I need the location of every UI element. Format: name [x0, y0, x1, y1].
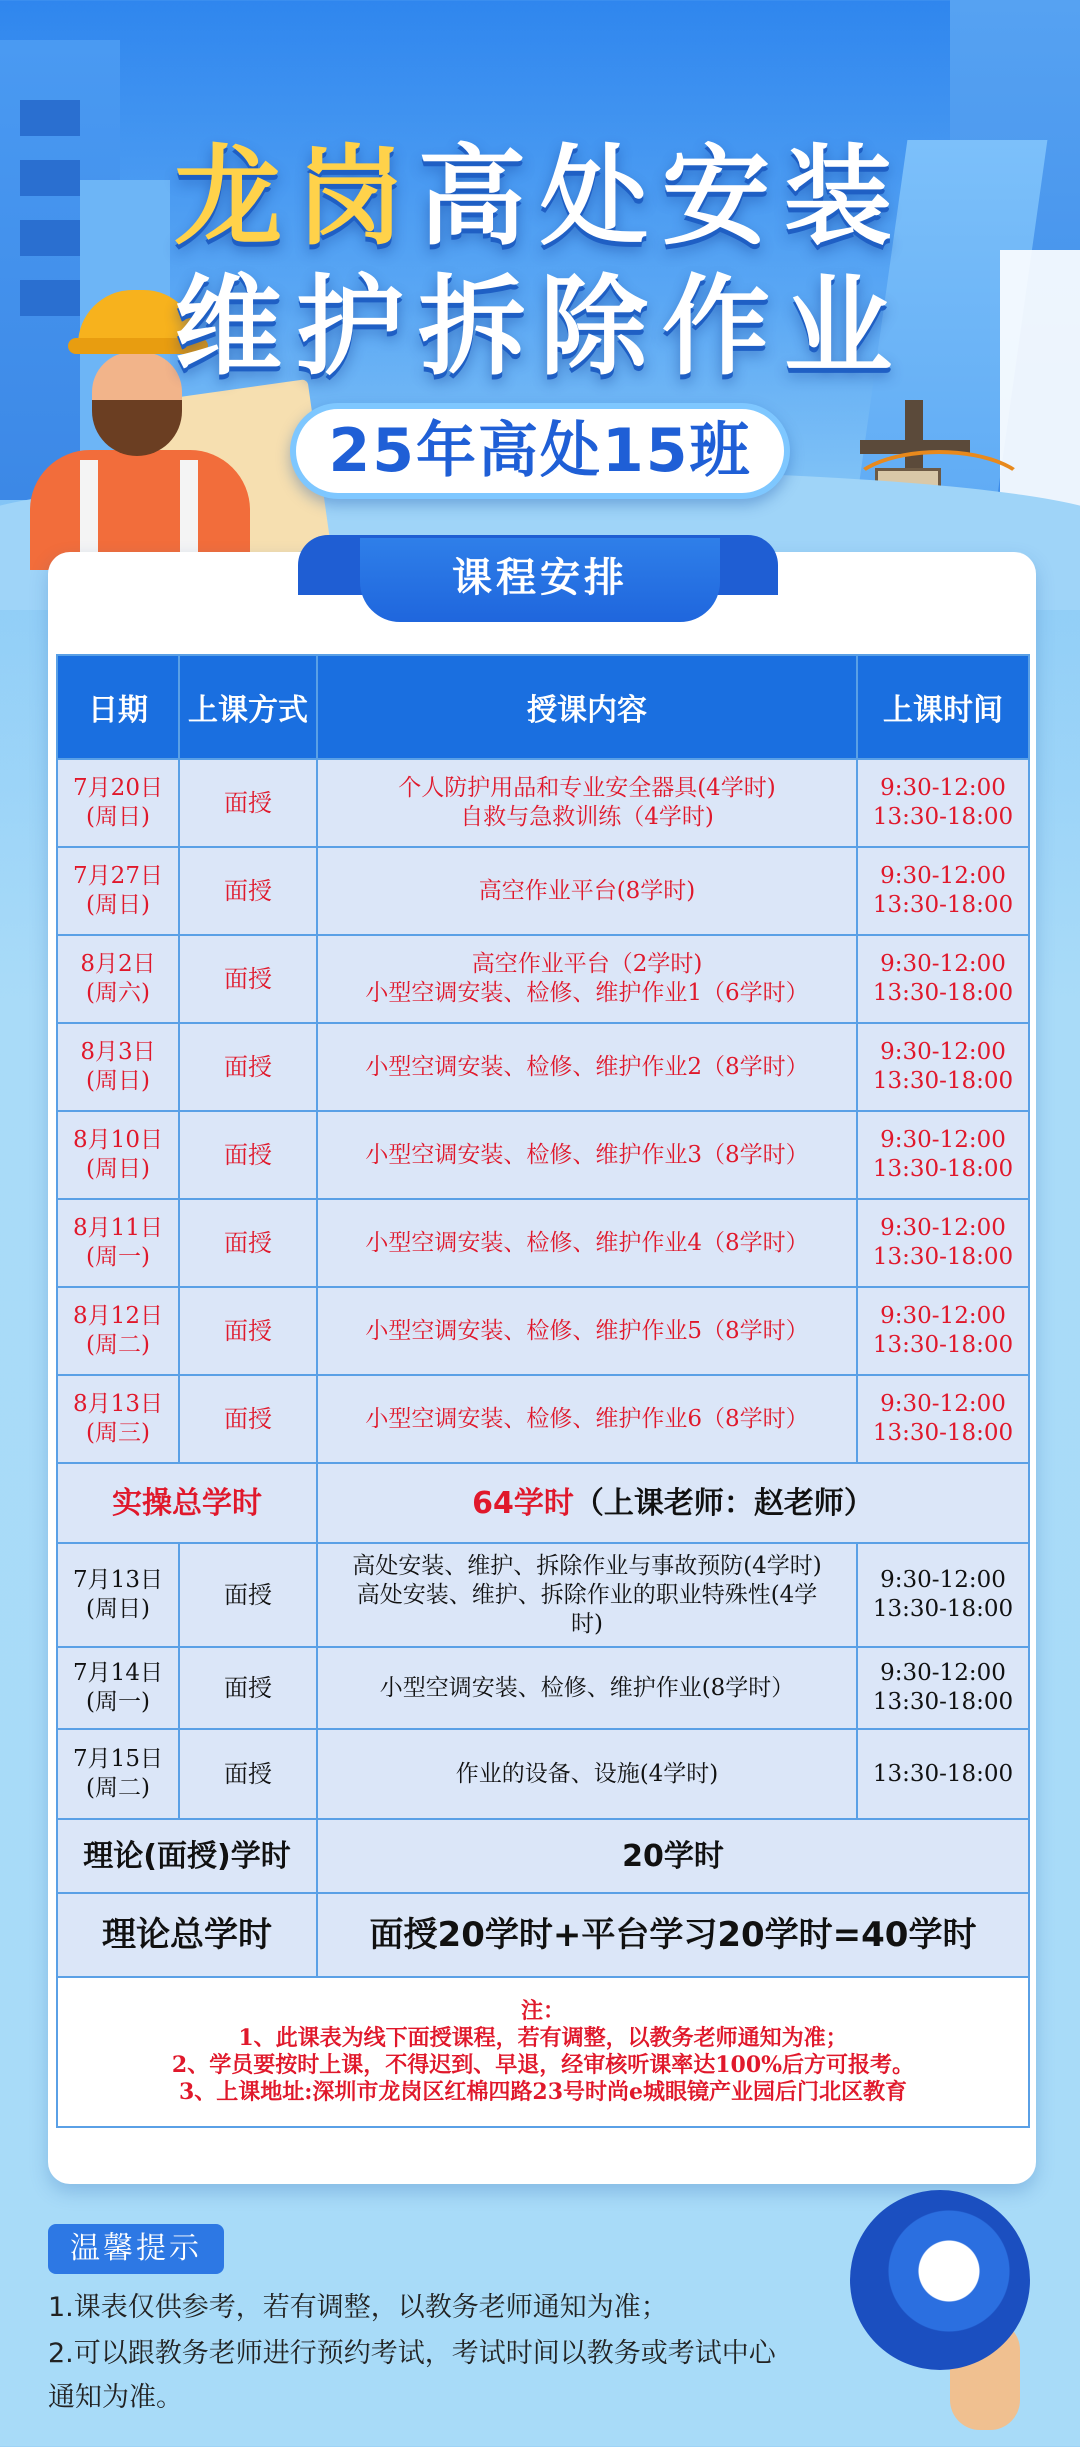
time-cell: 13:30-18:00	[857, 1729, 1029, 1819]
table-row	[57, 1647, 1029, 1729]
time-cell: 9:30-12:00 13:30-18:00	[857, 847, 1029, 935]
content-cell: 小型空调安装、检修、维护作业(8学时）	[317, 1647, 857, 1729]
date-cell: 8月2日 (周六)	[57, 935, 179, 1023]
theory-face-value: 20学时	[317, 1819, 1029, 1893]
method-cell: 面授	[179, 1729, 317, 1819]
table-row	[57, 1375, 1029, 1463]
schedule-table	[56, 654, 1030, 2128]
table-row	[57, 1287, 1029, 1375]
content-cell: 小型空调安装、检修、维护作业5（8学时）	[317, 1287, 857, 1375]
content-cell: 小型空调安装、检修、维护作业2（8学时）	[317, 1023, 857, 1111]
method-cell: 面授	[179, 1023, 317, 1111]
class-name-badge: 25年高处15班	[290, 403, 790, 499]
method-cell: 面授	[179, 1543, 317, 1647]
time-cell: 9:30-12:00 13:30-18:00	[857, 1199, 1029, 1287]
date-cell: 7月13日 (周日)	[57, 1543, 179, 1647]
tip-line: 1.课表仅供参考，若有调整，以教务老师通知为准；	[48, 2292, 668, 2323]
theory-total-row	[57, 1893, 1029, 1977]
content-cell: 高空作业平台(8学时)	[317, 847, 857, 935]
table-row	[57, 1111, 1029, 1199]
content-cell: 个人防护用品和专业安全器具(4学时) 自救与急救训练（4学时)	[317, 759, 857, 847]
content-cell: 小型空调安装、检修、维护作业3（8学时）	[317, 1111, 857, 1199]
time-cell: 9:30-12:00 13:30-18:00	[857, 1023, 1029, 1111]
column-header-method: 上课方式	[179, 655, 317, 759]
date-cell: 7月27日 (周日)	[57, 847, 179, 935]
practice-total-row	[57, 1463, 1029, 1543]
method-cell: 面授	[179, 1111, 317, 1199]
practice-total-value: 64学时（上课老师：赵老师）	[317, 1463, 1029, 1543]
tip-line: 通知为准。	[48, 2382, 183, 2413]
date-cell: 8月10日 (周日)	[57, 1111, 179, 1199]
page-title-line-2: 维护拆除作业	[173, 265, 906, 390]
time-cell: 9:30-12:00 13:30-18:00	[857, 1111, 1029, 1199]
page-title-line-1: 龙岗高处安装	[173, 135, 907, 260]
table-row	[57, 1023, 1029, 1111]
column-header-content: 授课内容	[317, 655, 857, 759]
time-cell: 9:30-12:00 13:30-18:00	[857, 1647, 1029, 1729]
content-cell: 高空作业平台（2学时) 小型空调安装、检修、维护作业1（6学时）	[317, 935, 857, 1023]
note-line: 注：	[520, 1998, 565, 2024]
table-header-row	[57, 655, 1029, 759]
date-cell: 7月14日 (周一)	[57, 1647, 179, 1729]
method-cell: 面授	[179, 935, 317, 1023]
time-cell: 9:30-12:00 13:30-18:00	[857, 935, 1029, 1023]
table-row	[57, 935, 1029, 1023]
method-cell: 面授	[179, 1199, 317, 1287]
section-title-tab: 课程安排	[360, 538, 720, 622]
theory-total-value: 面授20学时+平台学习20学时=40学时	[317, 1893, 1029, 1977]
practice-total-label: 实操总学时	[57, 1463, 317, 1543]
note-line: 3、上课地址:深圳市龙岗区红棉四路23号时尚e城眼镜产业园后门北区教育	[178, 2079, 908, 2105]
date-cell: 8月11日 (周一)	[57, 1199, 179, 1287]
method-cell: 面授	[179, 1287, 317, 1375]
note-line: 1、此课表为线下面授课程，若有调整，以教务老师通知为准；	[238, 2025, 848, 2051]
column-header-date: 日期	[57, 655, 179, 759]
method-cell: 面授	[179, 1647, 317, 1729]
notes-cell	[57, 1977, 1029, 2127]
time-cell: 9:30-12:00 13:30-18:00	[857, 1287, 1029, 1375]
note-line: 2、学员要按时上课，不得迟到、早退，经审核听课率达100%后方可报考。	[171, 2052, 915, 2078]
method-cell: 面授	[179, 759, 317, 847]
time-cell: 9:30-12:00 13:30-18:00	[857, 759, 1029, 847]
table-row	[57, 1199, 1029, 1287]
date-cell: 7月20日 (周日)	[57, 759, 179, 847]
table-row	[57, 759, 1029, 847]
date-cell: 8月3日 (周日)	[57, 1023, 179, 1111]
column-header-time: 上课时间	[857, 655, 1029, 759]
table-row	[57, 847, 1029, 935]
notes-row	[57, 1977, 1029, 2127]
content-cell: 小型空调安装、检修、维护作业6（8学时）	[317, 1375, 857, 1463]
theory-face-label: 理论(面授)学时	[57, 1819, 317, 1893]
megaphone-icon	[830, 2150, 1070, 2440]
content-cell: 高处安装、维护、拆除作业与事故预防(4学时) 高处安装、维护、拆除作业的职业特殊性(4学 时)	[317, 1543, 857, 1647]
date-cell: 7月15日 (周二)	[57, 1729, 179, 1819]
date-cell: 8月13日 (周三)	[57, 1375, 179, 1463]
table-row	[57, 1543, 1029, 1647]
content-cell: 作业的设备、设施(4学时)	[317, 1729, 857, 1819]
date-cell: 8月12日 (周二)	[57, 1287, 179, 1375]
method-cell: 面授	[179, 1375, 317, 1463]
tip-line: 2.可以跟教务老师进行预约考试，考试时间以教务或考试中心	[48, 2338, 776, 2369]
content-cell: 小型空调安装、检修、维护作业4（8学时）	[317, 1199, 857, 1287]
theory-total-label: 理论总学时	[57, 1893, 317, 1977]
time-cell: 9:30-12:00 13:30-18:00	[857, 1543, 1029, 1647]
time-cell: 9:30-12:00 13:30-18:00	[857, 1375, 1029, 1463]
method-cell: 面授	[179, 847, 317, 935]
tips-badge: 温馨提示	[48, 2224, 224, 2274]
theory-face-row	[57, 1819, 1029, 1893]
table-row	[57, 1729, 1029, 1819]
